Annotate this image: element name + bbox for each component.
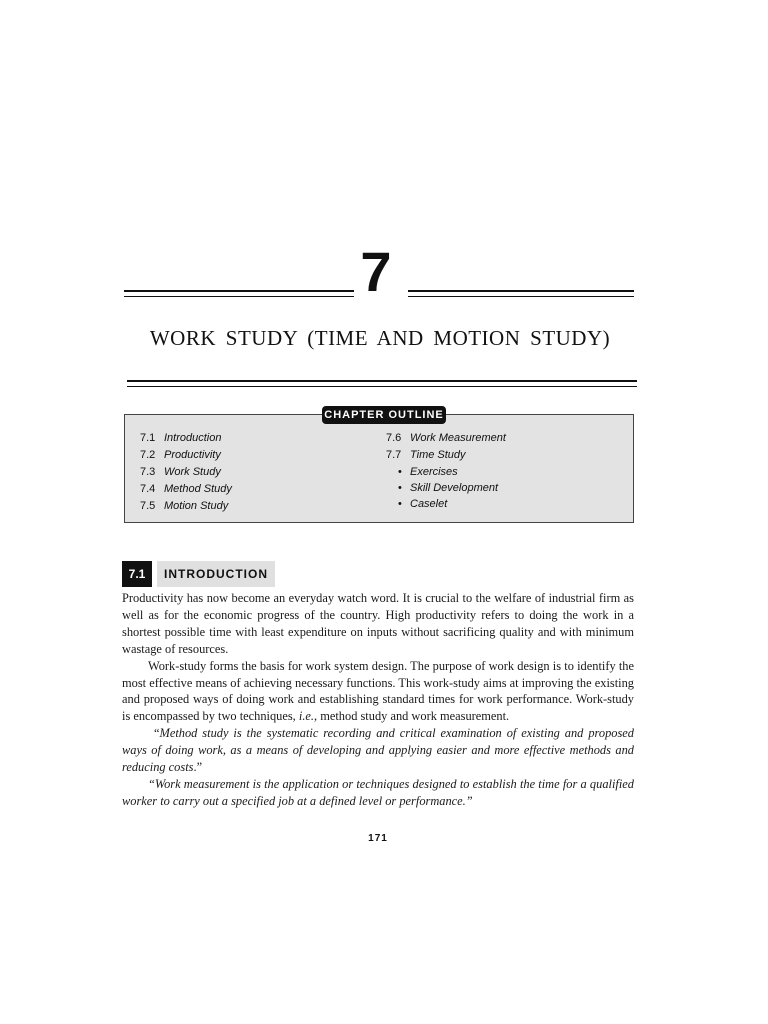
section-number-badge: 7.1 <box>122 561 152 587</box>
outline-item[interactable]: 7.3 Work Study <box>140 466 221 478</box>
outline-left-column <box>140 430 232 515</box>
paragraph: Productivity has now become an everyday watch word. It is crucial to the welfare of industrial firm as well as for the economic progress of the country. High productivity refers to doing the work in a shortest possible time with least expenditure on inputs without sacrificing quality and with minimum wastage of resources. <box>122 591 634 656</box>
outline-item[interactable]: 7.7 Time Study <box>386 449 466 461</box>
chapter-number: 7 <box>360 240 392 303</box>
bullet-icon: • <box>398 482 402 494</box>
section-title: INTRODUCTION <box>157 561 275 587</box>
chapter-rule-left <box>124 290 354 297</box>
outline-item[interactable]: 7.4 Method Study <box>140 483 232 495</box>
outline-item[interactable]: 7.2 Productivity <box>140 449 221 461</box>
outline-item[interactable]: 7.6 Work Measurement <box>386 432 506 444</box>
bullet-icon: • <box>398 466 402 478</box>
page-number: 171 <box>368 833 388 844</box>
section-body <box>122 590 634 810</box>
definition-quote: “Method study is the systematic recording and critical examination of existing and proposed ways of doing work, as a means of developing and applying easier and more effective methods and reducing costs.” <box>122 726 634 775</box>
paragraph: Work-study forms the basis for work system design. The purpose of work design is to identify the most effective means of achieving necessary functions. This work-study aims at improving the existing and proposed ways of doing work and establishing standard times for work performance. Work-study is encompassed by two techniques, i.e., method study and work measurement. <box>122 658 634 724</box>
outline-item[interactable]: 7.1 Introduction <box>140 432 222 444</box>
title-rule <box>127 380 637 387</box>
chapter-rule-right <box>408 290 634 297</box>
chapter-outline-label: CHAPTER OUTLINE <box>322 406 446 424</box>
outline-item[interactable]: 7.5 Motion Study <box>140 500 229 512</box>
outline-right-column <box>386 430 506 512</box>
outline-bullet-item[interactable]: • Exercises <box>398 466 458 478</box>
outline-bullet-item[interactable]: • Skill Development <box>398 482 499 494</box>
bullet-icon: • <box>398 498 402 510</box>
outline-bullet-item[interactable]: • Caselet <box>398 498 448 510</box>
definition-quote: “Work measurement is the application or techniques designed to establish the time for a qualified worker to carry out a specified job at a defined level or performance.” <box>122 776 634 808</box>
chapter-title: WORK STUDY (TIME AND MOTION STUDY) <box>149 326 611 350</box>
